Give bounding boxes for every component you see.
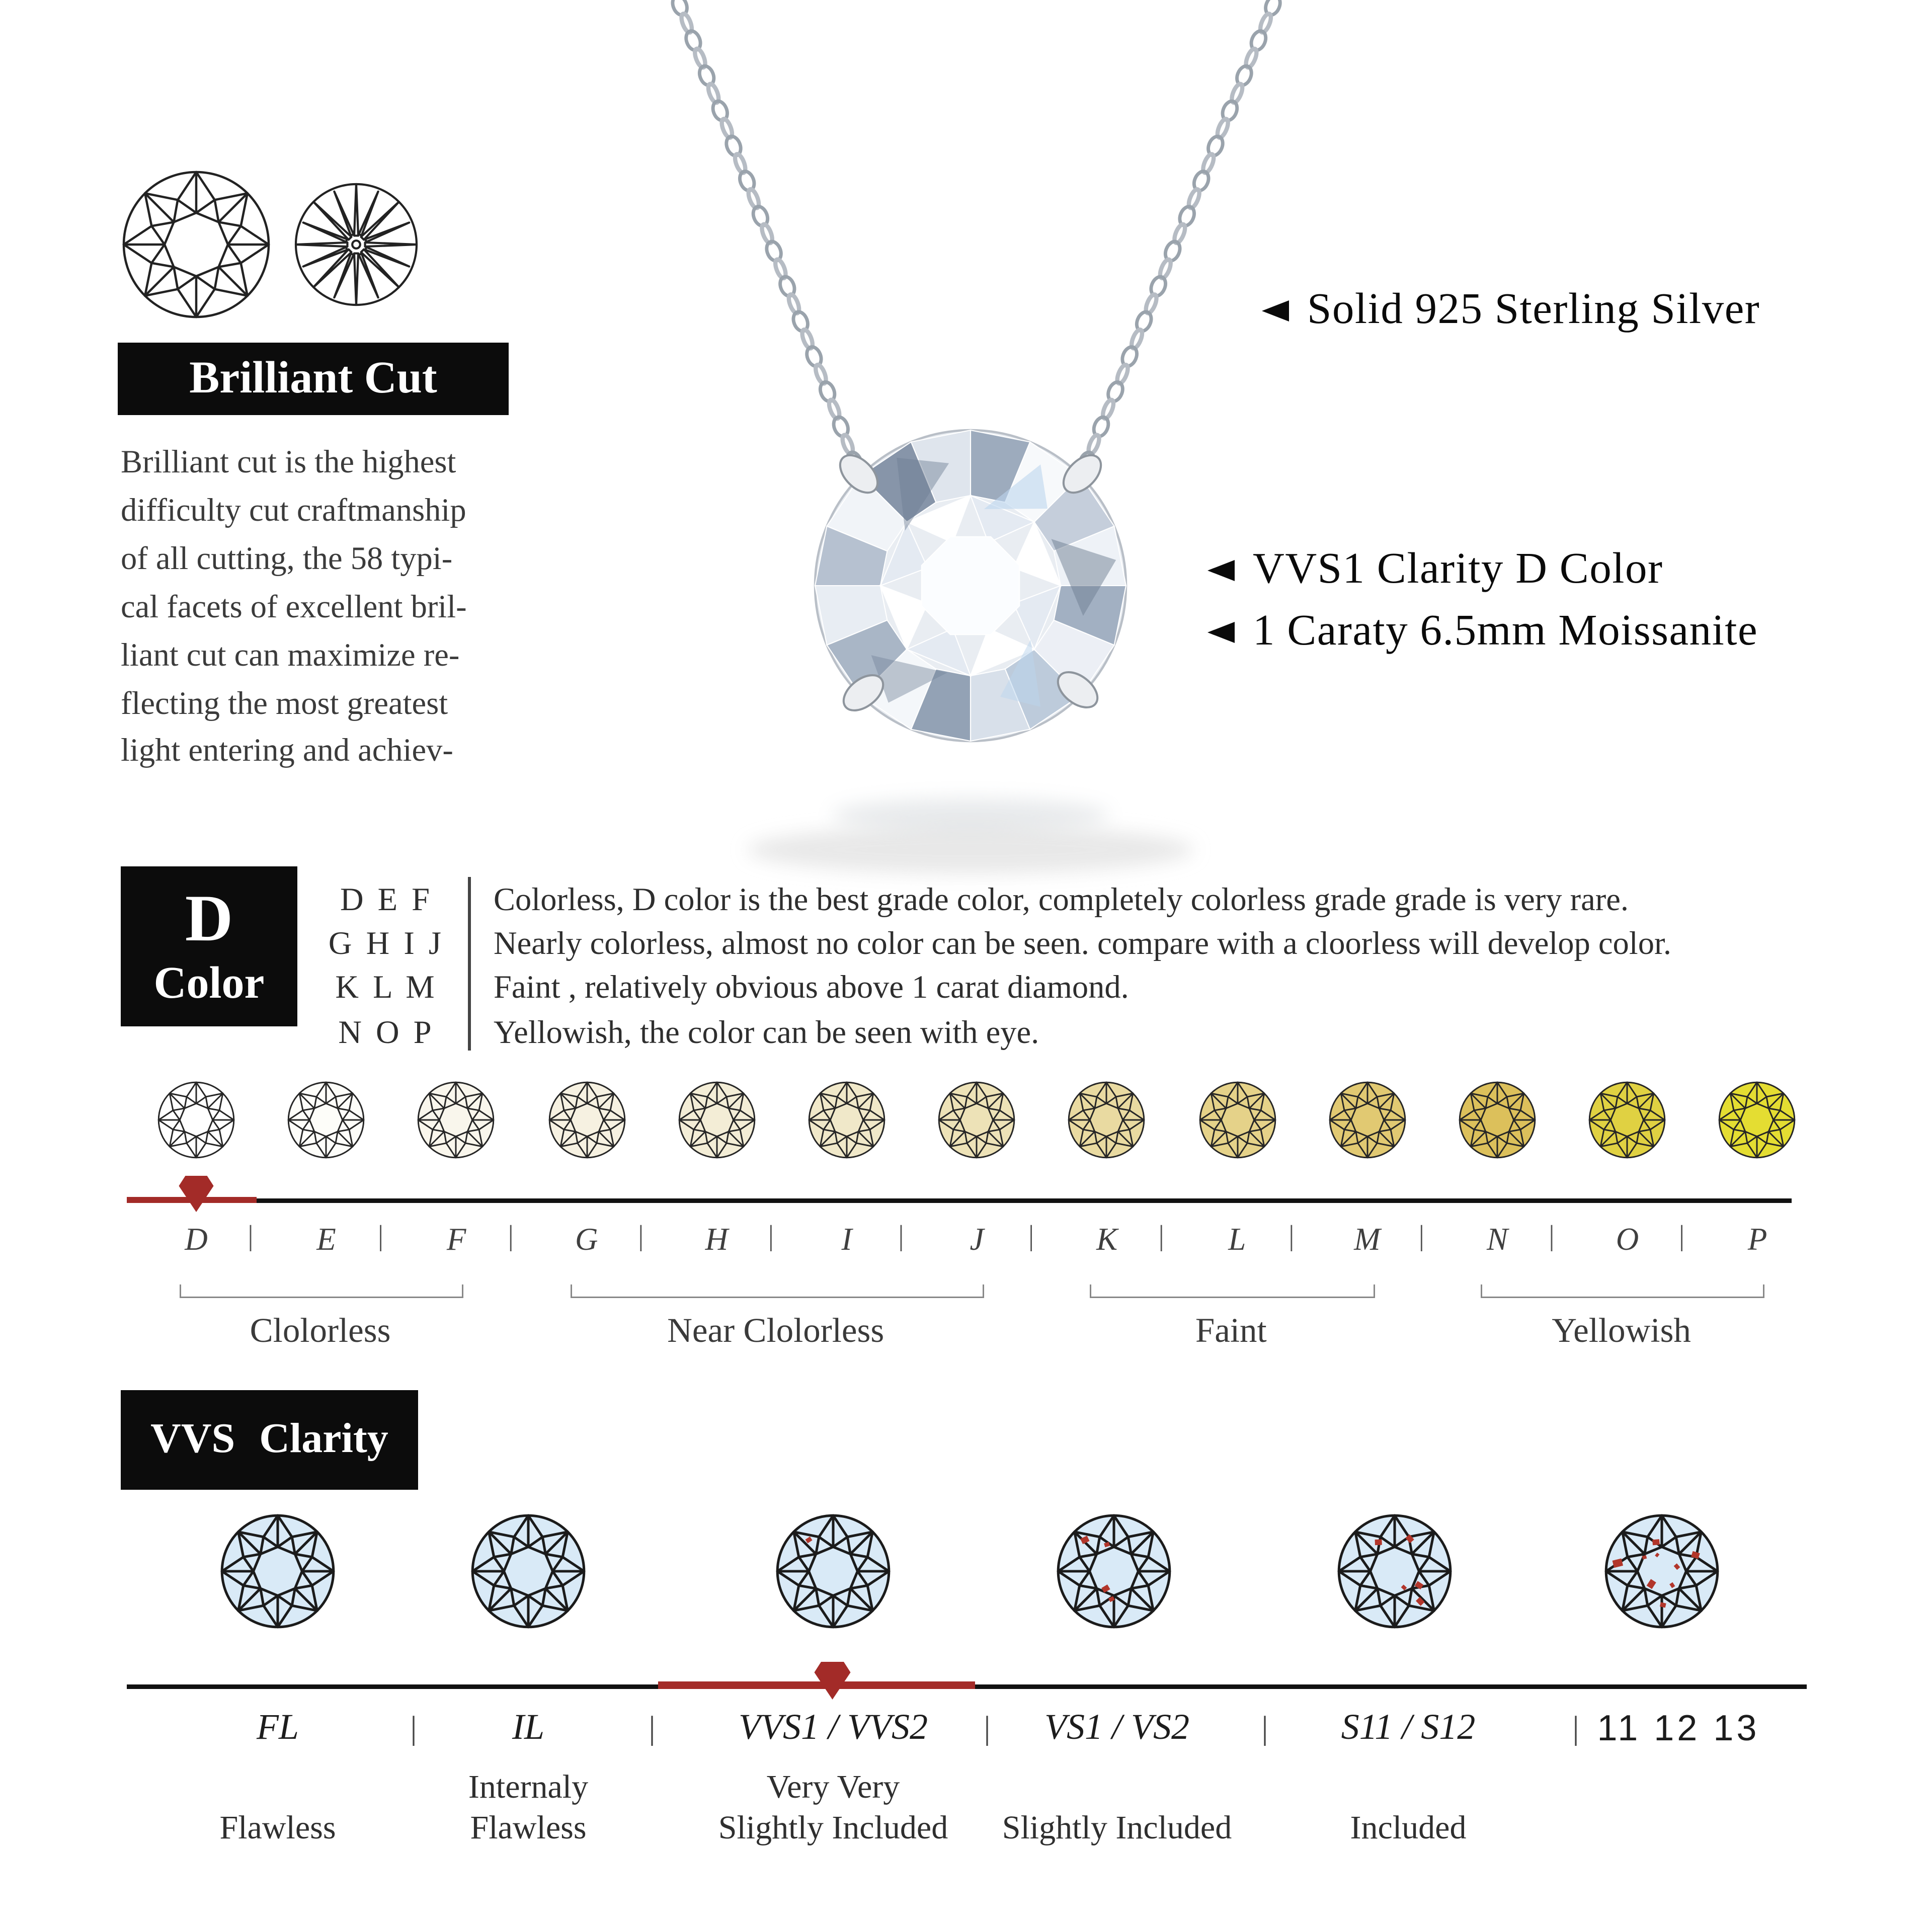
color-grade-letter: H [705,1221,729,1257]
brilliant-cut-top-view-icon [118,166,275,323]
brilliant-cut-paragraph-line: light entering and achiev- [121,733,453,769]
color-grade-gem-J [936,1079,1018,1161]
scale-separator: | [898,1221,904,1253]
color-grade-gem-G [546,1079,627,1161]
clarity-grade-label: VVS1 / VVS2 [739,1709,928,1748]
color-grade-gem-I [806,1079,888,1161]
clarity-gem [1601,1511,1722,1632]
color-grade-letter: O [1616,1221,1639,1257]
scale-separator: | [508,1221,514,1253]
group-bracket [570,1284,985,1298]
d-color-description: Colorless, D color is the best grade color, completely colorless grade grade is very rare. [494,881,1629,918]
color-grade-letter: K [1096,1221,1118,1257]
clarity-gem [1054,1511,1174,1632]
d-color-badge-word: Color [153,958,265,1008]
brilliant-cut-paragraph-line: Brilliant cut is the highest [121,444,456,480]
clarity-grade-sublabel: Flawless [219,1808,336,1846]
d-color-letters: D E F [340,881,433,918]
scale-separator: | [1418,1221,1425,1253]
color-grade-letter: I [841,1221,852,1257]
scale-separator: | [1678,1221,1685,1253]
scale-separator: | [1549,1221,1555,1253]
vvs-clarity-title-bar [121,1390,418,1490]
scale-separator: | [1158,1221,1164,1253]
d-color-letters: K L M [335,970,438,1006]
group-label: Near Clolorless [667,1312,884,1349]
brilliant-cut-description [121,439,589,776]
scale-separator: | [1261,1709,1268,1746]
group-label: Faint [1195,1312,1267,1349]
brilliant-cut-paragraph-line: liant cut can maximize re- [121,636,460,673]
color-grade-gem-O [1587,1079,1668,1161]
divider-line [468,877,470,1051]
color-grade-letter: G [575,1221,598,1257]
group-label: Clolorless [250,1312,391,1349]
group-label: Yellowish [1552,1312,1691,1349]
clarity-grade-label: VS1 / VS2 [1044,1709,1189,1748]
brilliant-cut-paragraph-line: cal facets of excellent bril- [121,588,467,625]
scale-separator: | [1028,1221,1034,1253]
color-scale-line [127,1198,1792,1202]
clarity-grade-sublabel: Very Very [766,1767,900,1805]
group-bracket [1090,1284,1375,1298]
color-grade-gem-N [1457,1079,1538,1161]
color-grade-gem-D [155,1079,237,1161]
clarity-marker-icon [811,1662,854,1700]
scale-separator: | [377,1221,384,1253]
color-grade-letter: E [316,1221,336,1257]
clarity-grade-label: S11 / S12 [1341,1709,1476,1748]
clarity-grade-sublabel: Internaly [468,1767,589,1805]
d-color-letters: G H I J [328,925,445,962]
d-color-badge [121,866,297,1026]
color-grade-letter: N [1486,1221,1508,1257]
group-bracket [180,1284,464,1298]
d-color-letters: N O P [338,1013,435,1050]
d-color-description: Nearly colorless, almost no color can be seen. compare with a cloorless will develop color. [494,925,1672,962]
vvs-clarity-title: VVS Clarity [150,1416,388,1463]
annotation-text: 1 Caraty 6.5mm Moissanite [1253,607,1758,655]
left-arrow-icon [1208,560,1235,581]
brilliant-cut-title: Brilliant Cut [189,353,437,403]
left-arrow-icon [1262,300,1289,321]
clarity-grade-sublabel: Flawless [470,1808,587,1846]
color-marker-icon [175,1176,217,1212]
clarity-grade-label: 11 12 13 [1597,1709,1760,1749]
clarity-gem [773,1511,894,1632]
color-grade-letter: D [185,1221,208,1257]
brilliant-cut-star-view-icon [291,180,421,309]
necklace-photo [604,0,1328,906]
color-grade-letter: M [1354,1221,1381,1257]
clarity-gem [468,1511,589,1632]
scale-separator: | [410,1709,417,1746]
brilliant-cut-paragraph-line: flecting the most greatest [121,684,448,721]
chain [666,0,1287,473]
brilliant-cut-title-bar [118,343,509,415]
scale-separator: | [248,1221,254,1253]
brilliant-cut-paragraph-line: difficulty cut craftmanship [121,492,466,528]
color-grade-gem-H [676,1079,757,1161]
scale-separator: | [984,1709,991,1746]
color-grade-gem-K [1066,1079,1148,1161]
color-grade-letter: L [1228,1221,1246,1257]
color-grade-letter: F [446,1221,466,1257]
left-arrow-icon [1208,622,1235,643]
color-grade-letter: P [1747,1221,1767,1257]
color-grade-gem-E [286,1079,367,1161]
d-color-description: Faint , relatively obvious above 1 carat diamond. [494,970,1129,1006]
scale-separator: | [1289,1221,1295,1253]
clarity-grade-sublabel: Slightly Included [1002,1808,1232,1846]
clarity-gem [217,1511,338,1632]
d-color-badge-letter: D [185,881,233,955]
annotation-text: VVS1 Clarity D Color [1253,545,1663,593]
color-grade-gem-P [1717,1079,1798,1161]
clarity-gem [1334,1511,1455,1632]
scale-separator: | [1572,1709,1579,1746]
d-color-description: Yellowish, the color can be seen with eye. [494,1013,1039,1050]
clarity-grade-sublabel: Included [1350,1808,1467,1846]
clarity-grade-label: FL [256,1709,299,1748]
color-grade-letter: J [970,1221,984,1257]
brilliant-cut-paragraph-line: of all cutting, the 58 typi- [121,540,453,577]
annotation-text: Solid 925 Sterling Silver [1307,285,1760,334]
color-grade-gem-M [1326,1079,1408,1161]
scale-separator: | [638,1221,644,1253]
color-grade-gem-L [1196,1079,1278,1161]
clarity-grade-label: IL [512,1709,545,1748]
clarity-grade-sublabel: Slightly Included [718,1808,948,1846]
scale-separator: | [768,1221,774,1253]
color-grade-gem-F [416,1079,497,1161]
group-bracket [1481,1284,1765,1298]
scale-separator: | [649,1709,656,1746]
